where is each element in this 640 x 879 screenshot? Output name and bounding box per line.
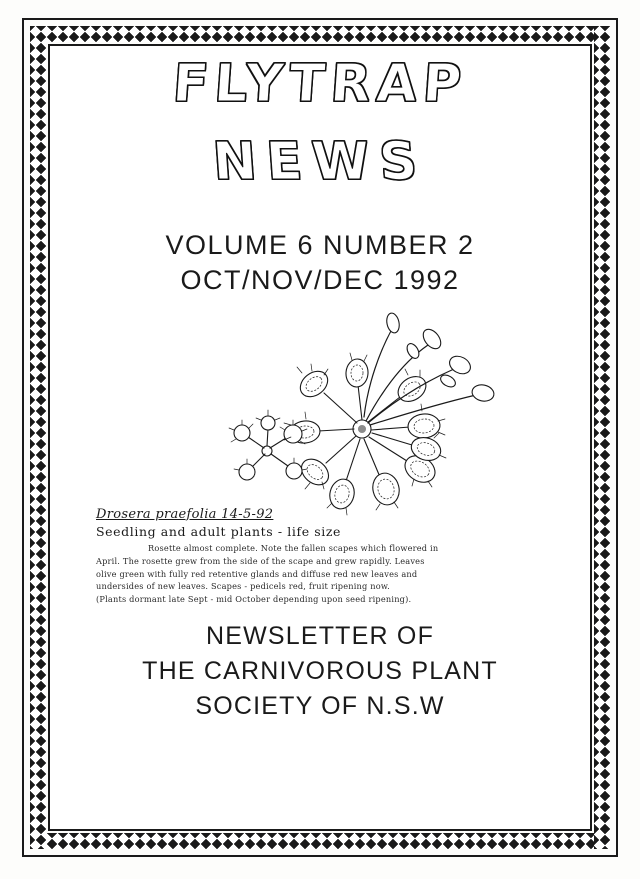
masthead — [62, 54, 578, 192]
caption-species-name: Drosera praefolia 14-5-92 — [96, 507, 274, 523]
zigzag-strip-top — [30, 26, 610, 42]
cover-content — [52, 48, 588, 827]
caption-notes-line3: olive green with fully red retentive glands and diffuse red new leaves and — [96, 568, 418, 579]
issue-info — [62, 228, 578, 297]
zigzag-strip-right — [594, 26, 610, 849]
footer-line1: NEWSLETTER OF — [205, 622, 435, 651]
issue-date-line: OCT/NOV/DEC 1992 — [180, 264, 460, 295]
caption-notes — [96, 542, 516, 606]
masthead-title-line2: NEWS — [210, 132, 430, 192]
caption-notes-line1: Rosette almost complete. Note the fallen scapes which flowered in — [148, 543, 439, 554]
caption-notes-line5: (Plants dormant late Sept - mid October depending upon seed ripening). — [96, 593, 412, 604]
caption-notes-line4: undersides of new leaves. Scapes - pedicels red, fruit ripening now. — [96, 581, 390, 592]
illustration-caption — [96, 507, 516, 606]
footer-line3: SOCIETY OF N.S.W — [195, 692, 445, 721]
volume-number-line: VOLUME 6 NUMBER 2 — [165, 230, 475, 260]
footer-line2: THE CARNIVOROUS PLANT — [142, 657, 498, 686]
caption-subtitle: Seedling and adult plants - life size — [96, 524, 342, 540]
illustration-area — [62, 311, 578, 611]
caption-notes-line2: April. The rosette grew from the side of the scape and grew rapidly. Leaves — [96, 555, 425, 566]
zigzag-strip-bottom — [30, 833, 610, 849]
masthead-title-line1: FLYTRAP — [170, 54, 470, 114]
zigzag-strip-left — [30, 26, 46, 849]
society-footer — [62, 619, 578, 724]
